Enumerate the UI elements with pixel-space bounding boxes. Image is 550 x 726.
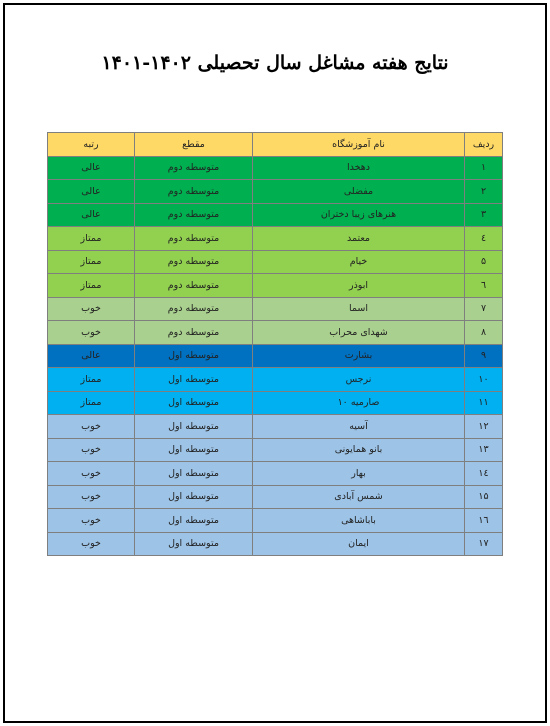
level-cell: متوسطه دوم bbox=[135, 274, 253, 298]
table-row bbox=[48, 297, 503, 321]
rank-cell: خوب bbox=[48, 297, 135, 321]
school-name-cell: هنرهای زیبا دختران bbox=[253, 203, 465, 227]
page-title: نتایج هفته مشاغل سال تحصیلی ۱۴۰۲-۱۴۰۱ bbox=[101, 52, 449, 74]
row-number: ۲ bbox=[465, 180, 503, 204]
school-name-cell: ابوذر bbox=[253, 274, 465, 298]
table-row bbox=[48, 156, 503, 180]
level-cell: متوسطه اول bbox=[135, 462, 253, 486]
school-name-cell: بانو همایونی bbox=[253, 438, 465, 462]
rank-cell: ممتاز bbox=[48, 368, 135, 392]
level-cell: متوسطه دوم bbox=[135, 180, 253, 204]
level-cell: متوسطه دوم bbox=[135, 297, 253, 321]
row-number: ۳ bbox=[465, 203, 503, 227]
table-row bbox=[48, 250, 503, 274]
rank-cell: خوب bbox=[48, 415, 135, 439]
level-cell: متوسطه دوم bbox=[135, 250, 253, 274]
level-cell: متوسطه اول bbox=[135, 368, 253, 392]
school-name-cell: بهار bbox=[253, 462, 465, 486]
row-number: ۵ bbox=[465, 250, 503, 274]
rank-cell: خوب bbox=[48, 509, 135, 533]
school-name-cell: دهخدا bbox=[253, 156, 465, 180]
level-cell: متوسطه اول bbox=[135, 344, 253, 368]
table-row bbox=[48, 368, 503, 392]
table-row bbox=[48, 180, 503, 204]
rank-cell: خوب bbox=[48, 321, 135, 345]
header-level: مقطع bbox=[135, 133, 253, 157]
row-number: ۱۰ bbox=[465, 368, 503, 392]
school-name-cell: معتمد bbox=[253, 227, 465, 251]
row-number: ۱٦ bbox=[465, 509, 503, 533]
rank-cell: ممتاز bbox=[48, 274, 135, 298]
rank-cell: خوب bbox=[48, 438, 135, 462]
school-name-cell: صارمیه ۱۰ bbox=[253, 391, 465, 415]
table-row bbox=[48, 485, 503, 509]
school-name-cell: اسما bbox=[253, 297, 465, 321]
table-row bbox=[48, 321, 503, 345]
school-name-cell: باباشاهی bbox=[253, 509, 465, 533]
level-cell: متوسطه اول bbox=[135, 415, 253, 439]
table-row bbox=[48, 532, 503, 556]
rank-cell: عالی bbox=[48, 203, 135, 227]
level-cell: متوسطه اول bbox=[135, 509, 253, 533]
rank-cell: ممتاز bbox=[48, 227, 135, 251]
row-number: ٦ bbox=[465, 274, 503, 298]
school-name-cell: ایمان bbox=[253, 532, 465, 556]
row-number: ٤ bbox=[465, 227, 503, 251]
school-name-cell: آسیه bbox=[253, 415, 465, 439]
rank-cell: خوب bbox=[48, 462, 135, 486]
row-number: ۱۳ bbox=[465, 438, 503, 462]
table-row bbox=[48, 438, 503, 462]
school-name-cell: بشارت bbox=[253, 344, 465, 368]
rank-cell: ممتاز bbox=[48, 391, 135, 415]
rank-cell: عالی bbox=[48, 156, 135, 180]
table-row bbox=[48, 227, 503, 251]
table-row bbox=[48, 391, 503, 415]
table-row bbox=[48, 462, 503, 486]
row-number: ۹ bbox=[465, 344, 503, 368]
rank-cell: عالی bbox=[48, 180, 135, 204]
table-row bbox=[48, 274, 503, 298]
row-number: ۱۷ bbox=[465, 532, 503, 556]
school-name-cell: خیام bbox=[253, 250, 465, 274]
rank-cell: خوب bbox=[48, 532, 135, 556]
results-table bbox=[47, 132, 503, 556]
row-number: ۸ bbox=[465, 321, 503, 345]
row-number: ۷ bbox=[465, 297, 503, 321]
table-row bbox=[48, 344, 503, 368]
header-row bbox=[48, 133, 503, 157]
level-cell: متوسطه اول bbox=[135, 391, 253, 415]
header-row-number: ردیف bbox=[465, 133, 503, 157]
header-school-name: نام آموزشگاه bbox=[253, 133, 465, 157]
school-name-cell: شهدای محراب bbox=[253, 321, 465, 345]
row-number: ۱۵ bbox=[465, 485, 503, 509]
level-cell: متوسطه دوم bbox=[135, 156, 253, 180]
school-name-cell: شمس آبادی bbox=[253, 485, 465, 509]
table-row bbox=[48, 509, 503, 533]
table-row bbox=[48, 415, 503, 439]
school-name-cell: مفضلی bbox=[253, 180, 465, 204]
row-number: ۱۱ bbox=[465, 391, 503, 415]
level-cell: متوسطه دوم bbox=[135, 227, 253, 251]
row-number: ۱٤ bbox=[465, 462, 503, 486]
rank-cell: عالی bbox=[48, 344, 135, 368]
row-number: ۱ bbox=[465, 156, 503, 180]
level-cell: متوسطه اول bbox=[135, 485, 253, 509]
header-rank: رتبه bbox=[48, 133, 135, 157]
level-cell: متوسطه دوم bbox=[135, 203, 253, 227]
rank-cell: ممتاز bbox=[48, 250, 135, 274]
level-cell: متوسطه دوم bbox=[135, 321, 253, 345]
level-cell: متوسطه اول bbox=[135, 438, 253, 462]
row-number: ۱۲ bbox=[465, 415, 503, 439]
table-row bbox=[48, 203, 503, 227]
school-name-cell: نرجس bbox=[253, 368, 465, 392]
level-cell: متوسطه اول bbox=[135, 532, 253, 556]
rank-cell: خوب bbox=[48, 485, 135, 509]
